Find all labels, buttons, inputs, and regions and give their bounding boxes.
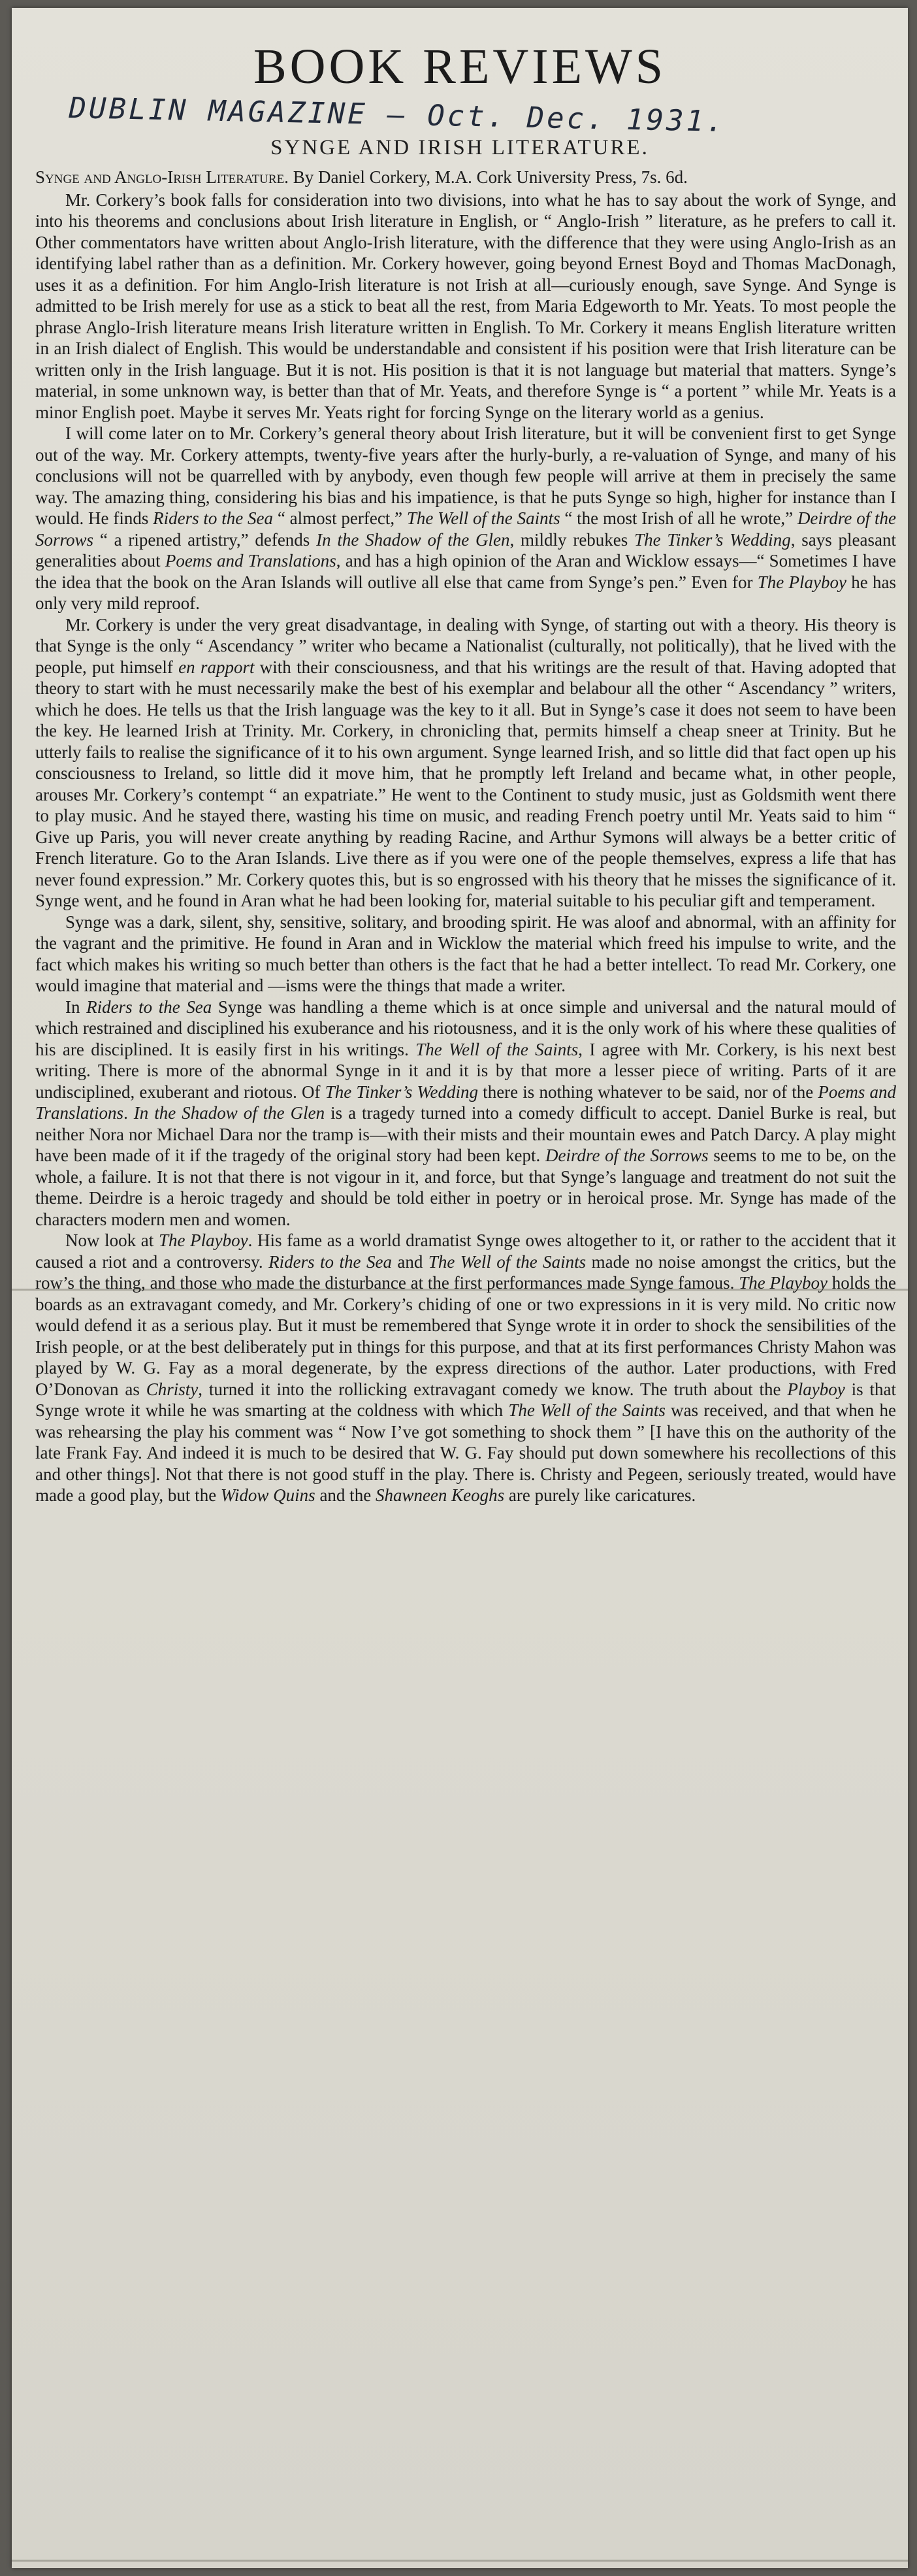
italic-title: The Well of the Saints <box>428 1251 587 1272</box>
italic-title: Riders to the Sea <box>268 1251 392 1272</box>
paragraph-text: is a tragedy turned into a comedy difficult to accept. Daniel Burke is real, but neither Nora nor Michael Dara nor the tramp is—with their mists and their mountain ewes and Patch Darcy. A play might have been made of it if the tragedy of the original story had been kept. <box>35 1103 897 1165</box>
italic-title: The Well of the Saints <box>508 1400 666 1420</box>
handwritten-annotation: DUBLIN MAGAZINE — Oct. Dec. 1931. <box>69 91 727 139</box>
paragraph-text: holds the boards as an extravagant comedy, and Mr. Corkery’s chiding of one or two expressions in it is very mild. No critic now would defend it as a serious play. But it must be remembered that Synge wrote it in order to shock the sensibilities of the Irish people, or at the best deliberately put in things for this purpose, and that at its first performances Christy Mahon was played by W. G. Fay as a moral degenerate, by the express directions of the author. Later productions, with Fred O’Donovan as <box>35 1273 896 1399</box>
paragraph-text: he has only very mild reproof. <box>35 572 896 613</box>
italic-title: Shawneen Keoghs <box>375 1485 505 1505</box>
italic-title: en rapport <box>178 657 255 677</box>
paragraph-text: . His fame as a world dramatist Synge owes altogether to it, or rather to the accident that it caused a riot and a controversy. <box>35 1230 897 1272</box>
paragraph-text: . <box>123 1103 134 1123</box>
italic-title: Riders to the Sea <box>86 997 212 1017</box>
italic-title: The Playboy <box>757 572 846 592</box>
italic-title: Playboy <box>787 1379 845 1399</box>
newspaper-clipping <box>12 8 908 2568</box>
italic-title: The Playboy <box>739 1273 828 1293</box>
paragraph-text: Mr. Corkery’s book falls for consideration into two divisions, into what he has to say about the work of Synge, and into his theorems and conclusions about Irish literature in English, or “ Anglo-Irish ” literature, as he prefers to call it. Other commentators have written about Anglo-Irish literature, with the difference that they were using Anglo-Irish as an identifying label rather than as a definition. Mr. Corkery however, going beyond Ernest Boyd and Thomas MacDonagh, uses it as a definition. For him Anglo-Irish literature is not Irish at all—curiously enough, save Synge. And Synge is admitted to be Irish merely for use as a stick to beat all the rest, from Maria Edgeworth to Mr. Yeats. To most people the phrase Anglo-Irish literature means Irish literature written in English. To Mr. Corkery it means English literature written in an Irish dialect of English. This would be understandable and consistent if his position were that Irish literature can be written only in the Irish language. But it is not. His position is that it is not language but material that matters. Synge’s material, in some unknown way, is better than that of Mr. Yeats, and therefore Synge is “ a portent ” while Mr. Yeats is a minor English poet. Maybe it serves Mr. Yeats right for forcing Synge on the literary world as a genius. <box>35 190 896 422</box>
book-details: By Daniel Corkery, M.A. Cork University Press, 7s. 6d. <box>293 167 688 187</box>
paragraph-text: I will come later on to Mr. Corkery’s general theory about Irish literature, but it will be convenient first to get Synge out of the way. Mr. Corkery attempts, twenty-five years after the hurly-burly, a re-valuation of Synge, and many of his conclusions will not be quarrelled with by anybody, even though few people will arrive at them in precisely the same way. The amazing thing, considering his bias and his impatience, is that he puts Synge so high, higher for instance than I would. He finds <box>35 423 896 528</box>
paragraph-list <box>35 190 896 1506</box>
article-paragraph <box>35 423 896 614</box>
italic-title: Poems and Translations <box>165 551 336 570</box>
paragraph-text: In <box>65 997 87 1017</box>
italic-title: The Tinker’s Wedding <box>634 529 791 550</box>
book-citation <box>35 167 896 188</box>
paragraph-text: Synge was handling a theme which is at once simple and universal and the natural mould of which restrained and disciplined his exuberance and his riotousness, and it is the only work of his where these qualities of his are disciplined. It is easily first in his writings. <box>35 997 896 1059</box>
paragraph-text: and the <box>315 1485 376 1505</box>
paragraph-text: are purely like caricatures. <box>504 1485 696 1505</box>
paragraph-text: with their consciousness, and that his writings are the result of that. Having adopted that theory to start with he must necessarily make the best of his exemplar and belabour all the other “ Ascendancy ” writers, which he does. He tells us that the Irish language was the key to it all. But in Synge’s case it does not seem to have been the key. He learned Irish at Trinity. Mr. Corkery, in chronicling that, permits himself a cheap sneer at Trinity. But he utterly fails to realise the significance of it to his own argument. Synge learned Irish, and so little did that fact open up his consciousness to Ireland, so little did it move him, that he promptly left Ireland and became what, in other people, arouses Mr. Corkery’s contempt “ an expatriate.” He went to the Continent to study music, just as Goldsmith went there to play music. And he stayed there, wasting his time on music, and reading French poetry until Mr. Yeats said to him “ Give up Paris, you will never create anything by reading Racine, and Arthur Symons will always be a better critic of French literature. Go to the Aran Islands. Live there as if you were one of the people themselves, express a life that has never found expression.” Mr. Corkery quotes this, but is so engrossed with his theory that he misses the significance of it. Synge went, and he found in Aran what he had been looking for, material suitable to his peculiar gift and temperament. <box>35 657 896 910</box>
article-paragraph <box>35 614 896 912</box>
paragraph-text: was received, and that when he was rehearsing the play his comment was “ Now I’ve got something to shock them ” [I have this on the authority of the late Frank Fay. And indeed it is much to be desired that W. G. Fay should put down somewhere his recollections of this and other things]. Not that there is not good stuff in the play. There is. Christy and Pegeen, seriously treated, would have made a good play, but the <box>35 1400 896 1505</box>
italic-title: The Well of the Saints <box>415 1039 579 1059</box>
paragraph-text: , says pleasant generalities about <box>35 529 896 570</box>
paragraph-text: and <box>391 1251 428 1272</box>
italic-title: Riders to the Sea <box>153 508 274 528</box>
italic-title: Deirdre of the Sorrows <box>35 508 897 550</box>
article-paragraph <box>35 912 896 997</box>
italic-title: The Playboy <box>158 1230 248 1250</box>
article-paragraph <box>35 190 896 423</box>
paragraph-text: , mildly rebukes <box>509 529 635 550</box>
article-heading: SYNGE AND IRISH LITERATURE. <box>270 136 649 159</box>
italic-title: Widow Quins <box>220 1485 315 1505</box>
paragraph-text: “ almost perfect,” <box>273 508 407 528</box>
paragraph-text: Mr. Corkery is under the very great disadvantage, in dealing with Synge, of starting out with a theory. His theory is that Synge is the only “ Ascendancy ” writer who became a Nationalist (culturally, not politically), that he lived with the people, put himself <box>35 614 896 677</box>
italic-title: In the Shadow of the Glen <box>133 1103 325 1123</box>
paragraph-text: is that Synge wrote it while he was smarting at the coldness with which <box>35 1379 897 1420</box>
italic-title: In the Shadow of the Glen <box>316 529 510 550</box>
italic-title: Deirdre of the Sorrows <box>545 1146 709 1165</box>
paragraph-text: Now look at <box>65 1230 159 1250</box>
paragraph-text: seems to me to be, on the whole, a failure. It is not that there is not vigour in it, and force, but that Synge’s language and treatment do not suit the theme. Deirdre is a heroic tragedy and should be told either in poetry or in heroical prose. Mr. Synge has made of the characters modern men and women. <box>35 1146 896 1229</box>
fold-line <box>12 2560 908 2562</box>
paragraph-text: “ a ripened artistry,” defends <box>93 529 317 550</box>
italic-title: The Well of the Saints <box>406 508 560 528</box>
paragraph-text: , turned it into the rollicking extravagant comedy we know. The truth about the <box>198 1379 788 1399</box>
italic-title: Poems and Translations <box>35 1082 896 1123</box>
masthead: BOOK REVIEWS <box>253 39 667 94</box>
article-paragraph <box>35 1230 896 1506</box>
paragraph-text: , and has a high opinion of the Aran and Wicklow essays—“ Sometimes I have the idea that the book on the Aran Islands will outlive all else that came from Synge’s pen.” Even for <box>35 551 896 592</box>
book-title: Synge and Anglo-Irish Literature. <box>35 167 289 187</box>
italic-title: Christy <box>146 1379 199 1399</box>
article-body <box>35 167 896 1506</box>
paragraph-text: made no noise amongst the critics, but the row’s the thing, and those who made the disturbance at the first performances made Synge famous. <box>35 1251 896 1293</box>
paragraph-text: “ the most Irish of all he wrote,” <box>560 508 797 528</box>
paragraph-text: there is nothing whatever to be said, nor of the <box>478 1082 818 1102</box>
paragraph-text: , I agree with Mr. Corkery, is his next best writing. There is more of the abnormal Synge in it and it is by that more a lesser piece of writing. Parts of it are undisciplined, exuberant and riotous. Of <box>35 1039 896 1102</box>
article-paragraph <box>35 997 896 1230</box>
paragraph-text: Synge was a dark, silent, shy, sensitive, solitary, and brooding spirit. He was aloof and abnormal, with an affinity for the vagrant and the primitive. He found in Aran and in Wicklow the material which freed his impulse to write, and the fact which makes his writing so much better than others is the fact that he had a better intellect. To read Mr. Corkery, one would imagine that material and —isms were the things that made a writer. <box>35 912 896 995</box>
italic-title: The Tinker’s Wedding <box>325 1082 479 1102</box>
